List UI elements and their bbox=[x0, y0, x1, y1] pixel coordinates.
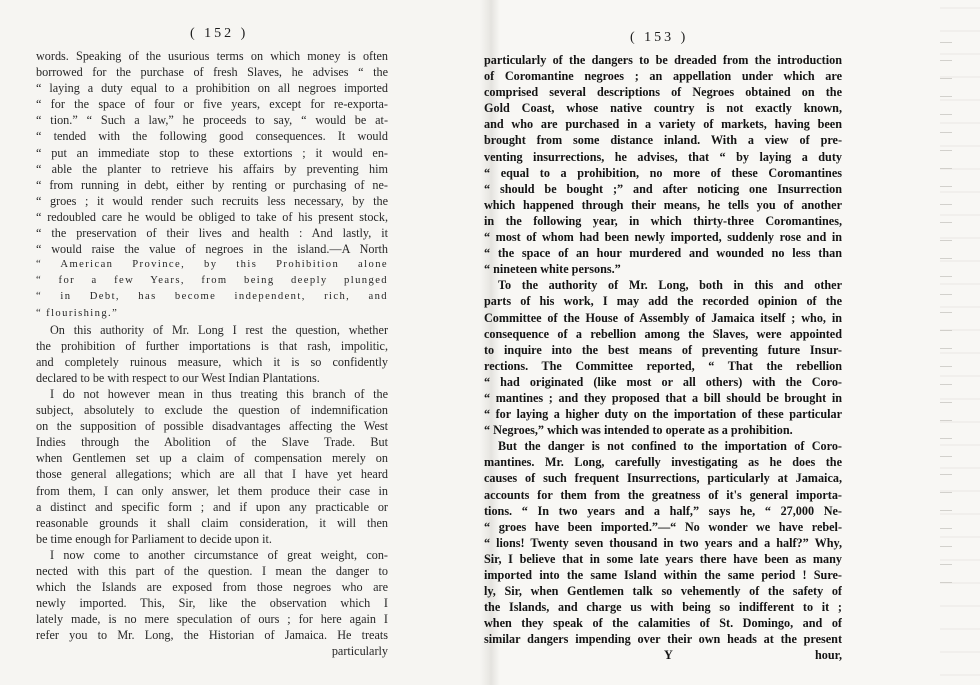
left-page-number: ( 152 ) bbox=[190, 26, 249, 41]
text-line: to inquire into the best means of preventing future Insur- bbox=[484, 342, 842, 357]
text-line: “ groes ; it would render such recruits less necessary, by the bbox=[36, 193, 388, 208]
text-line: brought from some distance inland. With a view of pre- bbox=[484, 133, 842, 148]
text-line: “ laying a duty equal to a prohibition on all negroes imported bbox=[36, 81, 388, 96]
text-line: ly, Sir, when Gentlemen talk so vehemently of the safety of bbox=[484, 584, 842, 599]
text-line: those general allegations; which are all that I have yet heard bbox=[36, 467, 388, 482]
right-page-number: ( 153 ) bbox=[630, 30, 689, 45]
text-line: and who are purchased in a variety of markets, having been bbox=[484, 117, 842, 132]
text-line: Indies through the Abolition of the Slave Trade. But bbox=[36, 435, 388, 450]
text-line: words. Speaking of the usurious terms on which money is often bbox=[36, 49, 388, 63]
text-line: similar dangers impending over their own heads at the present bbox=[484, 632, 842, 647]
text-line: which happened through their means, he tells you of another bbox=[484, 197, 842, 212]
text-line: “ tended with the following good consequences. It would bbox=[36, 129, 388, 144]
text-line: accounts for them from the greatness of it's general importa- bbox=[484, 487, 842, 502]
text-line: “ flourishing.” bbox=[36, 307, 119, 319]
text-line: “ from running in debt, either by renting or purchasing of ne- bbox=[36, 177, 388, 192]
text-line: the prohibition of further importations is that rash, impolitic, bbox=[36, 338, 388, 353]
text-line: “ for a few Years, from being deeply plunged bbox=[36, 275, 388, 287]
text-line: borrowed for the purchase of fresh Slaves, he advises “ the bbox=[36, 65, 388, 80]
text-line: I do not however mean in thus treating this branch of the bbox=[50, 386, 388, 401]
text-line: consequence of a rebellion among the Slaves, were appointed bbox=[484, 326, 842, 341]
left-page-text bbox=[36, 48, 388, 660]
text-line: Gold Coast, whose native country is not exactly known, bbox=[484, 101, 842, 116]
text-line: “ the preservation of their lives and health : And lastly, it bbox=[36, 226, 388, 241]
text-line: “ for laying a higher duty on the importation of these particular bbox=[484, 407, 842, 422]
text-line: from them, I can only answer, let them produce their case in bbox=[36, 483, 388, 498]
signature-mark: Y bbox=[664, 648, 673, 663]
text-line: the Islands, and charge us with being so indifferent to it ; bbox=[484, 600, 842, 615]
text-line: “ lions! Twenty seven thousand in two years and a half?” Why, bbox=[484, 535, 842, 550]
text-line: when they speak of the calamities of St. Domingo, and of bbox=[484, 616, 842, 631]
text-line: venting insurrections, he advises, that “ by laying a duty bbox=[484, 149, 842, 164]
text-line: parts of his work, I may add the recorded opinion of the bbox=[484, 294, 842, 309]
text-line: “ put an immediate stop to these extortions ; it would en- bbox=[36, 145, 388, 160]
text-line: when Gentlemen set up a claim of compensation merely on bbox=[36, 451, 388, 466]
text-line: comprised several descriptions of Negroes obtained on the bbox=[484, 85, 842, 100]
catchword: particularly bbox=[331, 644, 388, 659]
text-line: “ in Debt, has become independent, rich, and bbox=[36, 291, 388, 303]
text-line: in the following year, in which thirty-three Coromantines, bbox=[484, 213, 842, 228]
text-line: “ groes have been imported.”—“ No wonder we have rebel- bbox=[484, 519, 842, 534]
text-line: on the supposition of possible disadvantages affecting the West bbox=[36, 419, 388, 434]
text-line: imported into the same Island within the same period ! Sure- bbox=[484, 568, 842, 582]
text-line: “ equal to a prohibition, no more of these Coromantines bbox=[484, 165, 842, 180]
text-line: causes of such frequent Insurrections, particularly at Jamaica, bbox=[484, 471, 842, 486]
text-line: “ the space of an hour murdered and wounded no less than bbox=[484, 246, 842, 261]
text-line: “ able the planter to retrieve his affairs by preventing him bbox=[36, 161, 388, 176]
text-line: subject, absolutely to exclude the question of indemnification bbox=[36, 403, 388, 418]
text-line: Committee of the House of Assembly of Jamaica itself ; who, in bbox=[484, 310, 842, 325]
text-line: a distinct and specific form ; and if upon any practicable or bbox=[36, 499, 388, 514]
text-line: newly imported. This, Sir, like the observation which I bbox=[36, 596, 388, 611]
text-line: I now come to another circumstance of great weight, con- bbox=[50, 547, 388, 562]
text-line: To the authority of Mr. Long, both in this and other bbox=[498, 278, 842, 293]
text-line: declared to be with respect to our West Indian Plantations. bbox=[36, 370, 320, 385]
signature-line bbox=[484, 647, 842, 663]
text-line: of Coromantine negroes ; an appellation under which are bbox=[484, 69, 842, 84]
text-line: rections. The Committee reported, “ That the rebellion bbox=[484, 358, 842, 373]
text-line: “ mantines ; and they proposed that a bill should be brought in bbox=[484, 390, 842, 405]
text-line: “ nineteen white persons.” bbox=[484, 262, 621, 277]
text-line: particularly of the dangers to be dreaded from the introduction bbox=[484, 53, 842, 67]
text-line: and completely ruinous measure, which it is so confidently bbox=[36, 354, 388, 369]
text-line: On this authority of Mr. Long I rest the question, whether bbox=[50, 322, 388, 337]
text-line: which the Islands are exposed from those negroes who are bbox=[36, 580, 388, 595]
text-line: Sir, I believe that in some late years there have been as many bbox=[484, 551, 842, 566]
text-line: “ most of whom had been newly imported, suddenly rose and in bbox=[484, 230, 842, 245]
text-line: “ should be bought ;” and after noticing one Insurrection bbox=[484, 181, 842, 196]
text-line: reasonable grounds it shall claim consideration, it will then bbox=[36, 515, 388, 530]
text-line: “ redoubled care he would be obliged to take of his present stock, bbox=[36, 209, 388, 224]
text-line: mantines. Mr. Long, carefully investigating as he does the bbox=[484, 455, 842, 470]
text-line: tions. “ In two years and a half,” says he, “ 27,000 Ne- bbox=[484, 503, 842, 518]
catchword: hour, bbox=[815, 648, 842, 663]
text-line: “ Negroes,” which was intended to operate as a prohibition. bbox=[484, 423, 793, 438]
text-line: nected with this part of the question. I mean the danger to bbox=[36, 564, 388, 578]
text-line: be time enough for Parliament to decide upon it. bbox=[36, 531, 272, 546]
text-line: “ for the space of four or five years, except for re-exporta- bbox=[36, 97, 388, 112]
text-line: But the danger is not confined to the importation of Coro- bbox=[498, 439, 842, 454]
text-line: “ American Province, by this Prohibition alone bbox=[36, 259, 388, 271]
right-page-text bbox=[484, 52, 842, 664]
text-line: “ would raise the value of negroes in the island.—A North bbox=[36, 242, 388, 257]
text-line: “ tion.” “ Such a law,” he proceeds to say, “ would be at- bbox=[36, 113, 388, 128]
text-line: refer you to Mr. Long, the Historian of Jamaica. He treats bbox=[36, 628, 388, 643]
text-line: “ had originated (like most or all others) with the Coro- bbox=[484, 374, 842, 389]
edge-marks bbox=[940, 40, 952, 600]
text-line: lately made, is no mere speculation of ours ; for here again I bbox=[36, 612, 388, 627]
